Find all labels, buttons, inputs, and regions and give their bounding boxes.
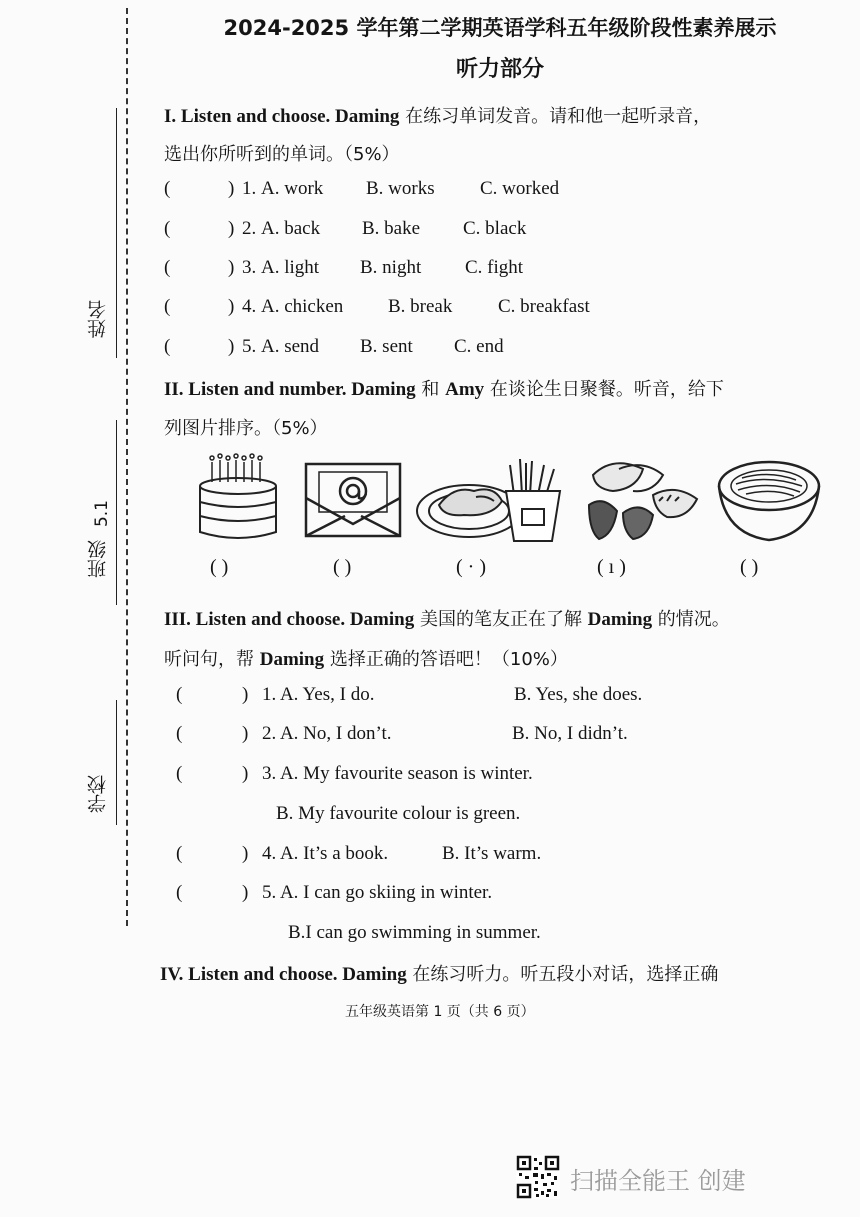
s3-q3-a: 3. A. My favourite season is winter. — [262, 763, 533, 784]
section3-heading-cn2: 的情况。 — [652, 609, 730, 630]
s1-q5-c: C. end — [454, 336, 504, 357]
s1-q5-open: ( — [164, 336, 171, 357]
s3-q4-b: B. It’s warm. — [442, 843, 542, 864]
s1-q5-b: B. sent — [360, 336, 413, 357]
s1-q3-b: B. night — [360, 257, 422, 278]
s3-q5-a: 5. A. I can go skiing in winter. — [262, 882, 493, 903]
section1-heading-cn: 在练习单词发音。请和他一起听录音， — [399, 106, 712, 127]
section3-line2-cn: 听问句，帮 — [164, 649, 260, 670]
s1-q1-a: A. work — [261, 178, 324, 199]
pic2-answer[interactable]: ( ) — [333, 556, 352, 578]
noodles-bowl-icon — [716, 456, 822, 544]
s3-q4-a: 4. A. It’s a book. — [262, 843, 389, 864]
section2-heading-bold: II. Listen and number. Daming — [164, 379, 416, 400]
food-plate-icon — [414, 455, 568, 545]
cut-line — [126, 8, 128, 926]
s1-q4-close: ) — [228, 296, 235, 317]
s1-q2-open: ( — [164, 218, 171, 239]
s1-q4-c: C. breakfast — [498, 296, 590, 317]
s3-q2-close: ) — [242, 723, 249, 744]
section1-heading-line2 — [164, 140, 400, 166]
class-label: 班级 — [87, 540, 109, 578]
page-subtitle: 听力部分 — [455, 57, 544, 82]
section3-heading-cn: 美国的笔友正在了解 — [414, 609, 588, 630]
s3-q4-open: ( — [176, 843, 183, 864]
s3-q3-b: B. My favourite colour is green. — [276, 803, 521, 824]
s3-q3-open: ( — [176, 763, 183, 784]
pic5-answer[interactable]: ( ) — [740, 556, 759, 578]
section1-heading-bold: I. Listen and choose. Daming — [164, 106, 400, 127]
page-footer: 五年级英语第 1 页（共 6 页） — [345, 1004, 535, 1020]
section3-heading-line2 — [164, 645, 568, 671]
section2-heading-amy: Amy — [445, 379, 485, 400]
fries — [510, 459, 554, 495]
section1-line2: 选出你所听到的单词。（5%） — [164, 144, 400, 165]
section2-line2: 列图片排序。（5%） — [164, 418, 328, 439]
qr-code-icon — [516, 1155, 560, 1199]
s1-q3-close: ) — [228, 257, 235, 278]
school-underline — [116, 700, 117, 825]
s1-q2-a: A. back — [261, 218, 321, 239]
s1-q5-close: ) — [228, 336, 235, 357]
s1-q4-open: ( — [164, 296, 171, 317]
s1-q2-num: 2. — [242, 218, 257, 239]
s1-q2-b: B. bake — [362, 218, 421, 239]
s3-q2-a: 2. A. No, I don’t. — [262, 723, 392, 744]
s3-q5-open: ( — [176, 882, 183, 903]
s1-q3-a: A. light — [261, 257, 320, 278]
s3-q2-open: ( — [176, 723, 183, 744]
name-underline — [116, 108, 117, 358]
s1-q5-num: 5. — [242, 336, 257, 357]
section4-heading-cn: 在练习听力。听五段小对话，选择正确 — [406, 964, 719, 985]
s1-q4-a: A. chicken — [261, 296, 344, 317]
s1-q3-open: ( — [164, 257, 171, 278]
s1-q1-close: ) — [228, 178, 235, 199]
section2-heading-cn: 和 — [415, 379, 446, 400]
section2-heading — [164, 375, 724, 401]
s1-q2-close: ) — [228, 218, 235, 239]
section2-heading-line2 — [164, 414, 328, 440]
pic4-answer[interactable]: ( ı ) — [597, 556, 626, 578]
name-label: 姓名 — [87, 300, 109, 338]
pic1-answer[interactable]: ( ) — [210, 556, 229, 578]
envelope-icon — [303, 458, 403, 540]
section3-line2-cn2: 选择正确的答语吧！（10%） — [324, 649, 568, 670]
s3-q1-b: B. Yes, she does. — [514, 684, 643, 705]
s1-q3-num: 3. — [242, 257, 257, 278]
section3-heading — [164, 605, 730, 631]
s3-q1-a: 1. A. Yes, I do. — [262, 684, 375, 705]
dumplings-icon — [583, 455, 703, 545]
s1-q2-c: C. black — [463, 218, 527, 239]
s1-q1-open: ( — [164, 178, 171, 199]
section1-heading — [164, 102, 711, 128]
s3-q1-close: ) — [242, 684, 249, 705]
section3-heading-bold: III. Listen and choose. Daming — [164, 609, 415, 630]
section4-heading — [160, 960, 718, 986]
s3-q2-b: B. No, I didn’t. — [512, 723, 628, 744]
s3-q1-open: ( — [176, 684, 183, 705]
section3-line2-bold: Daming — [259, 649, 325, 670]
scanner-watermark: 扫描全能王 创建 — [570, 1167, 746, 1195]
page-title: 2024-2025 学年第二学期英语学科五年级阶段性素养展示 — [223, 16, 777, 40]
school-label: 学校 — [87, 775, 109, 813]
section2-heading-cn2: 在谈论生日聚餐。听音，给下 — [484, 379, 724, 400]
s1-q4-num: 4. — [242, 296, 257, 317]
s1-q1-num: 1. — [242, 178, 257, 199]
section3-heading-bold2: Daming — [587, 609, 653, 630]
birthday-cake-icon — [190, 452, 286, 544]
s1-q4-b: B. break — [388, 296, 453, 317]
s1-q5-a: A. send — [261, 336, 320, 357]
s1-q3-c: C. fight — [465, 257, 524, 278]
s1-q1-c: C. worked — [480, 178, 560, 199]
s3-q5-close: ) — [242, 882, 249, 903]
pic3-answer[interactable]: ( · ) — [456, 556, 486, 578]
section4-heading-bold: IV. Listen and choose. Daming — [160, 964, 407, 985]
class-value: 5.1 — [92, 500, 112, 528]
s3-q3-close: ) — [242, 763, 249, 784]
s3-q5-b: B.I can go swimming in summer. — [288, 922, 541, 943]
s3-q4-close: ) — [242, 843, 249, 864]
s1-q1-b: B. works — [366, 178, 435, 199]
